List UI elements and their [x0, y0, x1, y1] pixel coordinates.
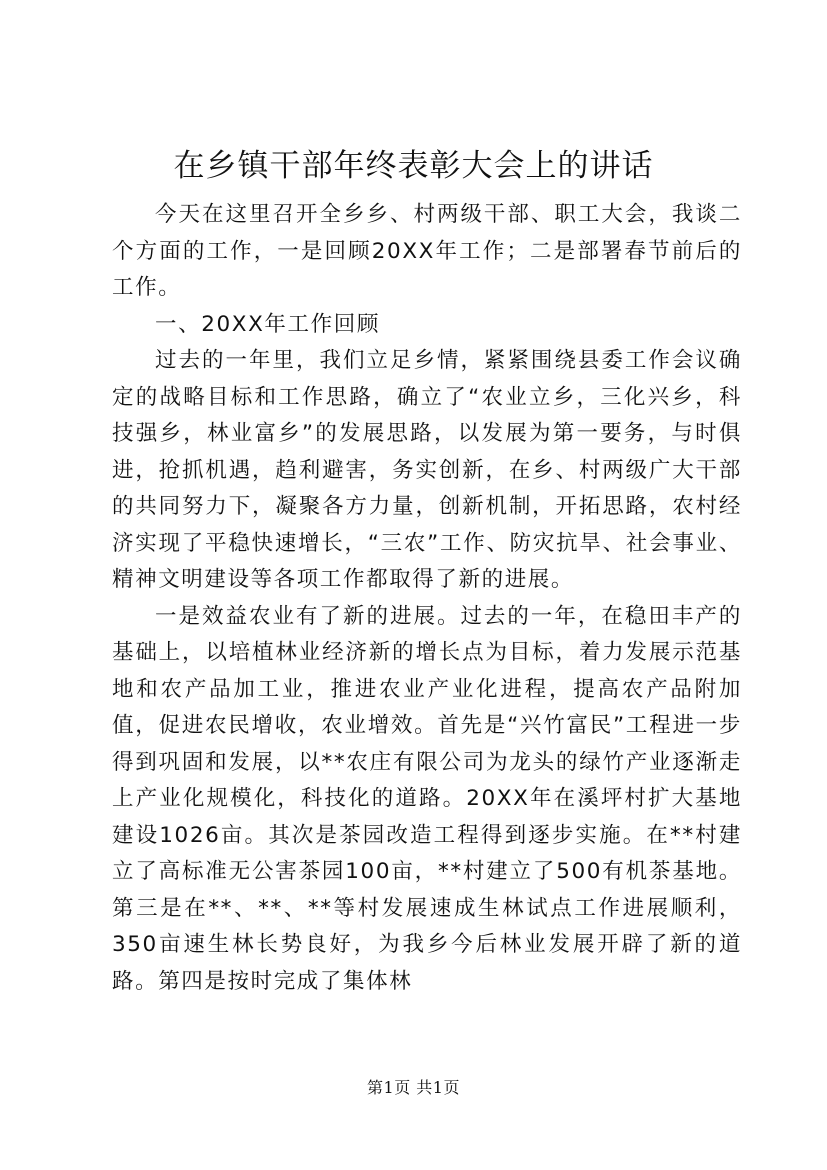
- paragraph-agriculture: 一是效益农业有了新的进展。过去的一年，在稳田丰产的基础上，以培植林业经济新的增长点为目标，着力发展示范基地和农产品加工业，推进农业产业化进程，提高农产品附加值，促进农民增收，农业增效。首先是“兴竹富民”工程进一步得到巩固和发展，以**农庄有限公司为龙头的绿竹产业逐渐走上产业化规模化，科技化的道路。20XX年在溪坪村扩大基地建设1026亩。其次是茶园改造工程得到逐步实施。在**村建立了高标准无公害茶园100亩，**村建立了500有机茶基地。第三是在**、**、**等村发展速成生林试点工作进展顺利，350亩速生林长势良好，为我乡今后林业发展开辟了新的道路。第四是按时完成了集体林: [112, 603, 742, 994]
- paragraph-intro: 今天在这里召开全乡乡、村两级干部、职工大会，我谈二个方面的工作，一是回顾20XX年工作；二是部署春节前后的工作。: [112, 202, 742, 300]
- section-heading: 一、20XX年工作回顾: [155, 311, 380, 337]
- paragraph-review: 过去的一年里，我们立足乡情，紧紧围绕县委工作会议确定的战略目标和工作思路，确立了“农业立乡，三化兴乡，科技强乡，林业富乡”的发展思路，以发展为第一要务，与时俱进，抢抓机遇，趋利避害，务实创新，在乡、村两级广大干部的共同努力下，凝聚各方力量，创新机制，开拓思路，农村经济实现了平稳快速增长，“三农”工作、防灾抗旱、社会事业、精神文明建设等各项工作都取得了新的进展。: [112, 348, 742, 592]
- document-body: [112, 197, 742, 1000]
- page-footer: 第1页 共1页: [367, 1078, 460, 1097]
- document-title: 在乡镇干部年终表彰大会上的讲话: [173, 148, 654, 184]
